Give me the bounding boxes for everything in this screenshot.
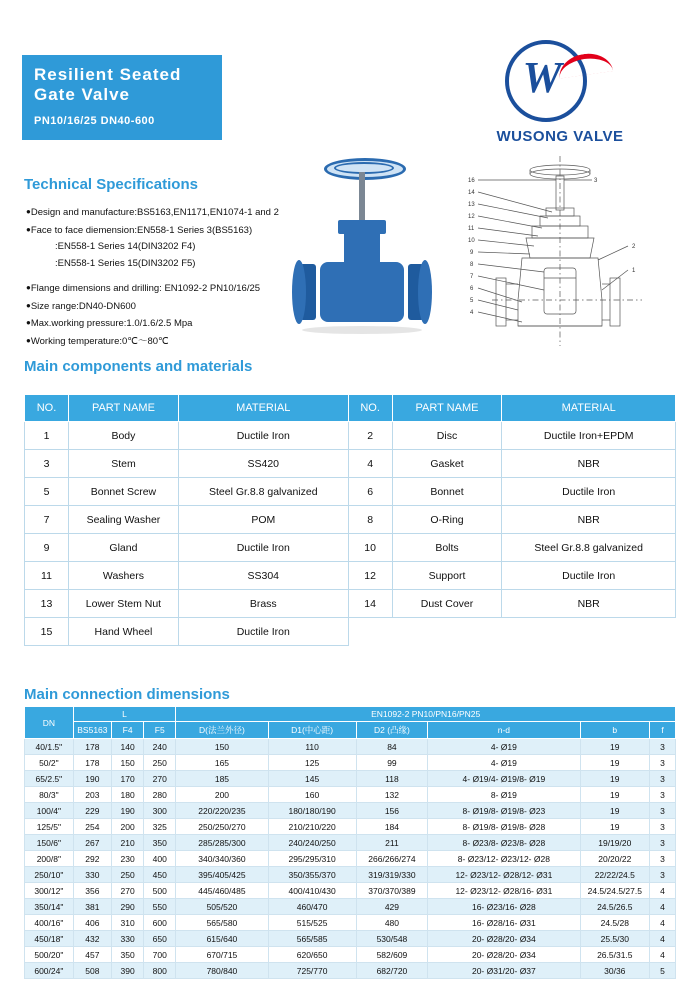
spec-item-text: Size range:DN40-DN600 bbox=[30, 300, 136, 312]
col-d1: D1(中心距) bbox=[268, 722, 356, 739]
cell: 310 bbox=[112, 915, 144, 931]
table-row bbox=[25, 963, 676, 979]
cell: 4 bbox=[650, 899, 676, 915]
cell: 395/405/425 bbox=[176, 867, 268, 883]
cell: Body bbox=[68, 422, 178, 450]
table-header-row-2 bbox=[25, 722, 676, 739]
cell: 200 bbox=[176, 787, 268, 803]
valve-body-shape bbox=[320, 262, 404, 322]
cell: 132 bbox=[356, 787, 428, 803]
cell-dn: 50/2" bbox=[25, 755, 74, 771]
cell: Bonnet bbox=[392, 478, 502, 506]
cell: 615/640 bbox=[176, 931, 268, 947]
cell: 180 bbox=[112, 787, 144, 803]
flange-disk-right-shape bbox=[418, 260, 432, 324]
cell: 500 bbox=[144, 883, 176, 899]
svg-text:8: 8 bbox=[470, 262, 474, 268]
col-no-1: NO. bbox=[25, 395, 69, 422]
components-table bbox=[24, 394, 676, 646]
cell: 429 bbox=[356, 899, 428, 915]
cell-empty bbox=[392, 618, 502, 646]
brand-name: WUSONG VALVE bbox=[496, 128, 624, 145]
cell: 600 bbox=[144, 915, 176, 931]
cell: 20- Ø31/20- Ø37 bbox=[428, 963, 580, 979]
cell: 9 bbox=[25, 534, 69, 562]
cell: 4 bbox=[348, 450, 392, 478]
cell: 1 bbox=[25, 422, 69, 450]
cell: SS304 bbox=[178, 562, 348, 590]
cell: 3 bbox=[650, 755, 676, 771]
table-row bbox=[25, 739, 676, 755]
cell: 150 bbox=[176, 739, 268, 755]
cell: 270 bbox=[144, 771, 176, 787]
cell: 24.5/24.5/27.5 bbox=[580, 883, 649, 899]
cell: Steel Gr.8.8 galvanized bbox=[502, 534, 676, 562]
col-dn: DN bbox=[25, 707, 74, 739]
cell: Dust Cover bbox=[392, 590, 502, 618]
cell-dn: 600/24" bbox=[25, 963, 74, 979]
cell: 16- Ø28/16- Ø31 bbox=[428, 915, 580, 931]
stem-shape bbox=[359, 172, 365, 222]
spec-item-text: :EN558-1 Series 15(DIN3202 F5) bbox=[55, 257, 196, 269]
cell: 3 bbox=[25, 450, 69, 478]
cell: 266/266/274 bbox=[356, 851, 428, 867]
logo-letter: W bbox=[522, 52, 562, 102]
cell: 508 bbox=[73, 963, 111, 979]
bullet-icon: ● bbox=[26, 207, 31, 216]
cell: 11 bbox=[25, 562, 69, 590]
cell: 8 bbox=[348, 506, 392, 534]
cell: 19 bbox=[580, 771, 649, 787]
svg-text:16: 16 bbox=[468, 178, 475, 184]
table-row bbox=[25, 534, 676, 562]
dimensions-heading: Main connection dimensions bbox=[24, 686, 230, 703]
cell: 250 bbox=[112, 867, 144, 883]
cell: 24.5/26.5 bbox=[580, 899, 649, 915]
cell: 800 bbox=[144, 963, 176, 979]
table-row bbox=[25, 478, 676, 506]
cell: 156 bbox=[356, 803, 428, 819]
cell: Lower Stem Nut bbox=[68, 590, 178, 618]
cell: 150 bbox=[112, 755, 144, 771]
cell: 19 bbox=[580, 755, 649, 771]
cell: 184 bbox=[356, 819, 428, 835]
col-f5: F5 bbox=[144, 722, 176, 739]
cell: 240/240/250 bbox=[268, 835, 356, 851]
table-header-row-1 bbox=[25, 707, 676, 722]
flange-disk-left-shape bbox=[292, 260, 306, 324]
drawing-callout-labels bbox=[468, 178, 636, 316]
cell: NBR bbox=[502, 590, 676, 618]
cell: POM bbox=[178, 506, 348, 534]
bullet-icon: ● bbox=[26, 318, 31, 327]
cell: Ductile Iron bbox=[178, 534, 348, 562]
cell: 165 bbox=[176, 755, 268, 771]
cell: 4- Ø19 bbox=[428, 755, 580, 771]
cell: 203 bbox=[73, 787, 111, 803]
cell: 515/525 bbox=[268, 915, 356, 931]
cell-dn: 250/10" bbox=[25, 867, 74, 883]
cell: 12- Ø23/12- Ø28/12- Ø31 bbox=[428, 867, 580, 883]
cell: 229 bbox=[73, 803, 111, 819]
cell-dn: 150/6" bbox=[25, 835, 74, 851]
valve-product-image bbox=[272, 150, 452, 350]
technical-drawing-svg bbox=[452, 150, 657, 355]
components-heading: Main components and materials bbox=[24, 358, 253, 375]
svg-text:11: 11 bbox=[468, 226, 475, 232]
cell: 505/520 bbox=[176, 899, 268, 915]
cell: 190 bbox=[112, 803, 144, 819]
spec-item-text: Flange dimensions and drilling: EN1092-2 PN10/16/25 bbox=[30, 283, 261, 294]
neck-shape bbox=[344, 232, 380, 266]
col-f4: F4 bbox=[112, 722, 144, 739]
cell: 8- Ø23/8- Ø23/8- Ø28 bbox=[428, 835, 580, 851]
table-row bbox=[25, 947, 676, 963]
cell: 3 bbox=[650, 787, 676, 803]
spec-item-text: Design and manufacture:BS5163,EN1171,EN1074-1 and 2 bbox=[30, 207, 279, 218]
cell: 4 bbox=[650, 883, 676, 899]
cell: Ductile Iron bbox=[502, 562, 676, 590]
cell: NBR bbox=[502, 506, 676, 534]
col-l-group: L bbox=[73, 707, 176, 722]
cell: Bonnet Screw bbox=[68, 478, 178, 506]
cell: 20- Ø28/20- Ø34 bbox=[428, 931, 580, 947]
svg-text:2: 2 bbox=[632, 244, 636, 250]
cell: 700 bbox=[144, 947, 176, 963]
cell: 370/370/389 bbox=[356, 883, 428, 899]
cell-dn: 125/5" bbox=[25, 819, 74, 835]
cell: 22/22/24.5 bbox=[580, 867, 649, 883]
cell: 3 bbox=[650, 835, 676, 851]
cell: 118 bbox=[356, 771, 428, 787]
cell: 145 bbox=[268, 771, 356, 787]
table-row bbox=[25, 867, 676, 883]
cell: Ductile Iron bbox=[178, 618, 348, 646]
col-f: f bbox=[650, 722, 676, 739]
cell: 220/220/235 bbox=[176, 803, 268, 819]
cell: 19 bbox=[580, 787, 649, 803]
cell: Ductile Iron bbox=[178, 422, 348, 450]
table-row bbox=[25, 590, 676, 618]
cell: 330 bbox=[73, 867, 111, 883]
cell: 295/295/310 bbox=[268, 851, 356, 867]
cell: 330 bbox=[112, 931, 144, 947]
cell: 4 bbox=[650, 931, 676, 947]
cell: 4- Ø19/4- Ø19/8- Ø19 bbox=[428, 771, 580, 787]
photo-shadow bbox=[302, 326, 422, 334]
cell: 400/410/430 bbox=[268, 883, 356, 899]
table-row bbox=[25, 618, 676, 646]
cell: 550 bbox=[144, 899, 176, 915]
cell: 350/355/370 bbox=[268, 867, 356, 883]
cell: 267 bbox=[73, 835, 111, 851]
table-row bbox=[25, 803, 676, 819]
svg-text:10: 10 bbox=[468, 238, 475, 244]
cell: 725/770 bbox=[268, 963, 356, 979]
cell: 20- Ø28/20- Ø34 bbox=[428, 947, 580, 963]
cell: 350 bbox=[112, 947, 144, 963]
cell: 30/36 bbox=[580, 963, 649, 979]
cell: 319/319/330 bbox=[356, 867, 428, 883]
cell: 15 bbox=[25, 618, 69, 646]
cell: 178 bbox=[73, 739, 111, 755]
spec-item-text: Max.working pressure:1.0/1.6/2.5 Mpa bbox=[30, 318, 193, 329]
cell: 650 bbox=[144, 931, 176, 947]
cell: Ductile Iron bbox=[502, 478, 676, 506]
table-row bbox=[25, 835, 676, 851]
cell: 5 bbox=[650, 963, 676, 979]
cell: Brass bbox=[178, 590, 348, 618]
cell: Sealing Washer bbox=[68, 506, 178, 534]
cell: 185 bbox=[176, 771, 268, 787]
cell: 19 bbox=[580, 739, 649, 755]
table-row bbox=[25, 787, 676, 803]
cell: Washers bbox=[68, 562, 178, 590]
cell-empty bbox=[502, 618, 676, 646]
cell-dn: 65/2.5" bbox=[25, 771, 74, 787]
table-header-row bbox=[25, 395, 676, 422]
cell-dn: 200/8" bbox=[25, 851, 74, 867]
spec-item-text: :EN558-1 Series 14(DIN3202 F4) bbox=[55, 241, 196, 252]
cell-dn: 350/14" bbox=[25, 899, 74, 915]
cell: 3 bbox=[650, 739, 676, 755]
cell: 16- Ø23/16- Ø28 bbox=[428, 899, 580, 915]
cell: 340/340/360 bbox=[176, 851, 268, 867]
cell: 20/20/22 bbox=[580, 851, 649, 867]
cell: 432 bbox=[73, 931, 111, 947]
title-block bbox=[22, 55, 222, 140]
cell: 3 bbox=[650, 867, 676, 883]
svg-text:1: 1 bbox=[632, 268, 636, 274]
table-row bbox=[25, 562, 676, 590]
col-d2: D2 (凸缘) bbox=[356, 722, 428, 739]
svg-text:9: 9 bbox=[470, 250, 474, 256]
cell-dn: 80/3" bbox=[25, 787, 74, 803]
svg-text:7: 7 bbox=[470, 274, 474, 280]
cell: 4- Ø19 bbox=[428, 739, 580, 755]
bullet-icon: ● bbox=[26, 283, 31, 292]
cell: 381 bbox=[73, 899, 111, 915]
dimensions-table bbox=[24, 706, 676, 979]
table-row bbox=[25, 450, 676, 478]
cell: 140 bbox=[112, 739, 144, 755]
cell: 99 bbox=[356, 755, 428, 771]
cell: 211 bbox=[356, 835, 428, 851]
cell: 178 bbox=[73, 755, 111, 771]
svg-text:4: 4 bbox=[470, 310, 474, 316]
cell-dn: 500/20" bbox=[25, 947, 74, 963]
cell: 125 bbox=[268, 755, 356, 771]
cell: 5 bbox=[25, 478, 69, 506]
col-b: b bbox=[580, 722, 649, 739]
cell: 210 bbox=[112, 835, 144, 851]
cell: 250 bbox=[144, 755, 176, 771]
cell: 285/285/300 bbox=[176, 835, 268, 851]
cell: 406 bbox=[73, 915, 111, 931]
spec-item-text: Face to face diemension:EN558-1 Series 3(BS5163) bbox=[30, 224, 253, 236]
valve-technical-drawing bbox=[452, 150, 657, 355]
table-row bbox=[25, 883, 676, 899]
cell: 84 bbox=[356, 739, 428, 755]
table-row bbox=[25, 771, 676, 787]
cell: 2 bbox=[348, 422, 392, 450]
cell: 682/720 bbox=[356, 963, 428, 979]
cell: Stem bbox=[68, 450, 178, 478]
cell: 170 bbox=[112, 771, 144, 787]
table-row bbox=[25, 506, 676, 534]
cell: 457 bbox=[73, 947, 111, 963]
cell: 180/180/190 bbox=[268, 803, 356, 819]
cell: 780/840 bbox=[176, 963, 268, 979]
cell: Ductile Iron+EPDM bbox=[502, 422, 676, 450]
cell: 19 bbox=[580, 819, 649, 835]
cell: 445/460/485 bbox=[176, 883, 268, 899]
cell: 8- Ø19/8- Ø19/8- Ø28 bbox=[428, 819, 580, 835]
cell: 7 bbox=[25, 506, 69, 534]
cell: 356 bbox=[73, 883, 111, 899]
cell: 8- Ø23/12- Ø23/12- Ø28 bbox=[428, 851, 580, 867]
svg-text:13: 13 bbox=[468, 202, 475, 208]
cell: 480 bbox=[356, 915, 428, 931]
svg-text:3: 3 bbox=[594, 178, 598, 184]
cell: 254 bbox=[73, 819, 111, 835]
cell-dn: 100/4" bbox=[25, 803, 74, 819]
col-material-2: MATERIAL bbox=[502, 395, 676, 422]
table-row bbox=[25, 931, 676, 947]
col-nd: n-d bbox=[428, 722, 580, 739]
cell: 25.5/30 bbox=[580, 931, 649, 947]
cell: 4 bbox=[650, 947, 676, 963]
cell: SS420 bbox=[178, 450, 348, 478]
cell: 19 bbox=[580, 803, 649, 819]
table-row bbox=[25, 755, 676, 771]
cell: 240 bbox=[144, 739, 176, 755]
table-row bbox=[25, 819, 676, 835]
cell: 230 bbox=[112, 851, 144, 867]
cell: 160 bbox=[268, 787, 356, 803]
cell: 325 bbox=[144, 819, 176, 835]
cell: Bolts bbox=[392, 534, 502, 562]
cell: 390 bbox=[112, 963, 144, 979]
cell: 4 bbox=[650, 915, 676, 931]
cell: 350 bbox=[144, 835, 176, 851]
cell: Gland bbox=[68, 534, 178, 562]
cell-dn: 300/12" bbox=[25, 883, 74, 899]
col-d: D(法兰外径) bbox=[176, 722, 268, 739]
col-en-group: EN1092-2 PN10/PN16/PN25 bbox=[176, 707, 676, 722]
cell: Hand Wheel bbox=[68, 618, 178, 646]
svg-text:12: 12 bbox=[468, 214, 475, 220]
cell-dn: 450/18" bbox=[25, 931, 74, 947]
col-bs5163: BS5163 bbox=[73, 722, 111, 739]
cell-dn: 40/1.5" bbox=[25, 739, 74, 755]
product-title bbox=[22, 55, 222, 105]
cell: 565/580 bbox=[176, 915, 268, 931]
col-material-1: MATERIAL bbox=[178, 395, 348, 422]
cell: 3 bbox=[650, 803, 676, 819]
cell: 12- Ø23/12- Ø28/16- Ø31 bbox=[428, 883, 580, 899]
cell: 13 bbox=[25, 590, 69, 618]
bullet-icon: ● bbox=[26, 224, 31, 234]
cell: 6 bbox=[348, 478, 392, 506]
bullet-icon: ● bbox=[26, 335, 31, 345]
cell-dn: 400/16" bbox=[25, 915, 74, 931]
spec-heading: Technical Specifications bbox=[24, 176, 198, 193]
cell: 300 bbox=[144, 803, 176, 819]
cell: Disc bbox=[392, 422, 502, 450]
cell: 8- Ø19/8- Ø19/8- Ø23 bbox=[428, 803, 580, 819]
cell: 26.5/31.5 bbox=[580, 947, 649, 963]
product-title-line2: Gate Valve bbox=[34, 85, 131, 104]
cell: Steel Gr.8.8 galvanized bbox=[178, 478, 348, 506]
col-partname-2: PART NAME bbox=[392, 395, 502, 422]
cell: 19/19/20 bbox=[580, 835, 649, 851]
cell: 670/715 bbox=[176, 947, 268, 963]
cell: 280 bbox=[144, 787, 176, 803]
cell: 290 bbox=[112, 899, 144, 915]
cell: Gasket bbox=[392, 450, 502, 478]
svg-text:14: 14 bbox=[468, 190, 475, 196]
cell: 10 bbox=[348, 534, 392, 562]
cell: 3 bbox=[650, 819, 676, 835]
cell: 110 bbox=[268, 739, 356, 755]
svg-text:5: 5 bbox=[470, 298, 474, 304]
table-row bbox=[25, 915, 676, 931]
bullet-icon: ● bbox=[26, 300, 31, 310]
cell: 3 bbox=[650, 771, 676, 787]
table-row bbox=[25, 422, 676, 450]
cell: 3 bbox=[650, 851, 676, 867]
cell: 620/650 bbox=[268, 947, 356, 963]
company-logo bbox=[470, 40, 650, 160]
cell: 250/250/270 bbox=[176, 819, 268, 835]
col-no-2: NO. bbox=[348, 395, 392, 422]
col-partname-1: PART NAME bbox=[68, 395, 178, 422]
cell: 450 bbox=[144, 867, 176, 883]
cell: O-Ring bbox=[392, 506, 502, 534]
spec-item-text: Working temperature:0℃～80℃ bbox=[30, 335, 169, 347]
cell: 8- Ø19 bbox=[428, 787, 580, 803]
cell: Support bbox=[392, 562, 502, 590]
cell: 270 bbox=[112, 883, 144, 899]
cell: 565/585 bbox=[268, 931, 356, 947]
cell: 190 bbox=[73, 771, 111, 787]
table-row bbox=[25, 851, 676, 867]
product-title-line1: Resilient Seated bbox=[34, 65, 182, 84]
product-subtitle: PN10/16/25 DN40-600 bbox=[34, 115, 155, 127]
cell: 12 bbox=[348, 562, 392, 590]
cell: 14 bbox=[348, 590, 392, 618]
cell: 530/548 bbox=[356, 931, 428, 947]
cell: 210/210/220 bbox=[268, 819, 356, 835]
cell: 460/470 bbox=[268, 899, 356, 915]
svg-text:6: 6 bbox=[470, 286, 474, 292]
cell: NBR bbox=[502, 450, 676, 478]
cell: 200 bbox=[112, 819, 144, 835]
cell: 24.5/28 bbox=[580, 915, 649, 931]
cell: 582/609 bbox=[356, 947, 428, 963]
cell: 400 bbox=[144, 851, 176, 867]
table-row bbox=[25, 899, 676, 915]
cell-empty bbox=[348, 618, 392, 646]
cell: 292 bbox=[73, 851, 111, 867]
